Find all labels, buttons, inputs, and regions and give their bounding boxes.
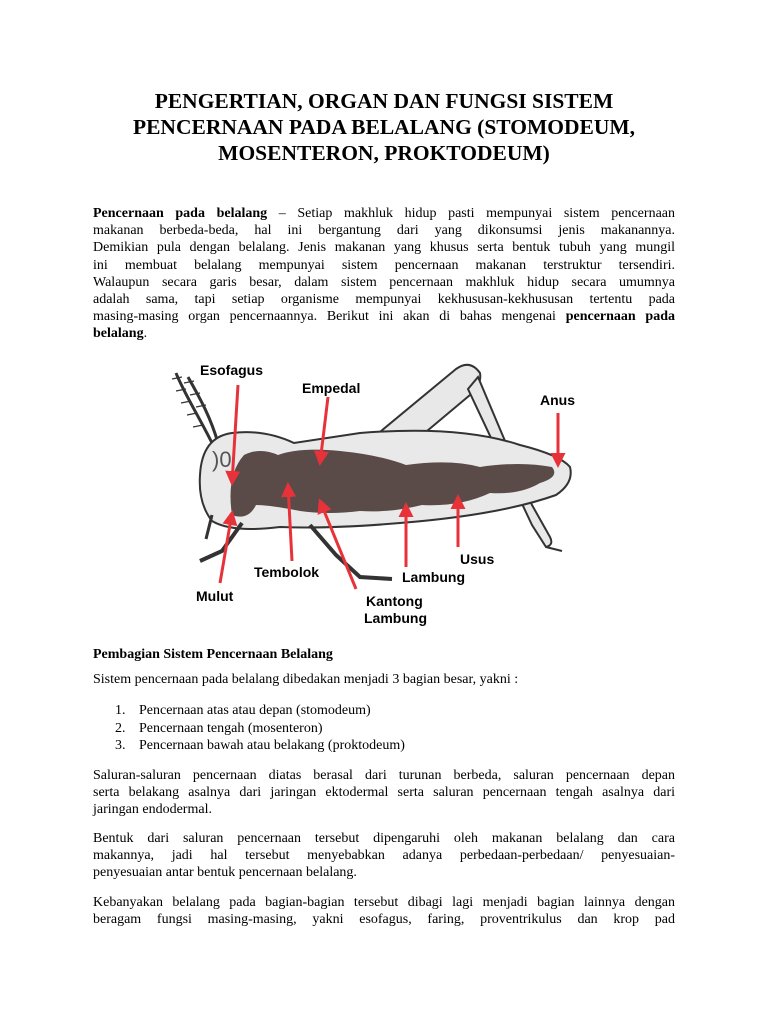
intro-line-8-bold: belalang: [93, 326, 144, 342]
label-tembolok: Tembolok: [254, 564, 320, 580]
intro-paragraph: [93, 205, 675, 343]
paragraph-3: [93, 830, 675, 882]
intro-line-1: [93, 205, 675, 222]
paragraph-4: [93, 894, 675, 928]
label-kantong: Kantong: [366, 593, 423, 609]
title-line-1: PENGERTIAN, ORGAN DAN FUNGSI SISTEM: [154, 89, 614, 113]
title-line-3: MOSENTERON, PROKTODEUM): [218, 141, 550, 165]
para2-line: serta belakang asalnya dari jaringan ektodermal serta saluran pencernaan tengah asalnya dari: [93, 785, 675, 801]
intro-line-7-text: masing-masing organ pencernaannya. Berikut ini akan di bahas mengenai: [93, 309, 566, 325]
intro-line-6: adalah sama, tapi setiap organisme mempunyai kekhususan-kekhususan tertentu pada: [93, 292, 675, 308]
para2-line: jaringan endodermal.: [93, 802, 212, 818]
intro-line-8: [93, 325, 675, 342]
intro-line-8-end: .: [143, 326, 148, 342]
para3-line: penyesuaian antar bentuk pencernaan belalang.: [93, 865, 357, 881]
label-kantong-lambung: Lambung: [364, 610, 427, 626]
label-mulut: Mulut: [196, 588, 234, 604]
antenna: [188, 377, 218, 443]
antenna: [176, 373, 212, 443]
para4-line: Kebanyakan belalang pada bagian-bagian tersebut dibagi lagi menjadi bagian lainnya dengan: [93, 895, 675, 910]
intro-line-7: [93, 308, 675, 325]
list-item: 3. Pencernaan bawah atau belakang (proktodeum): [115, 738, 405, 753]
para3-line: makannya, jadi hal tersebut menyebabkan adanya perbedaan-perbedaan/ penyesuaian-: [93, 848, 675, 864]
section-intro: Sistem pencernaan pada belalang dibedakan menjadi 3 bagian besar, yakni :: [93, 672, 519, 687]
para3-line: Bentuk dari saluran pencernaan tersebut dipengaruhi oleh makanan belalang dan cara: [93, 831, 675, 846]
label-usus: Usus: [460, 551, 495, 567]
intro-lead-rest: – Setiap makhluk hidup pasti mempunyai sistem pencernaan: [267, 206, 675, 221]
para4-line: beragam fungsi masing-masing, yakni esofagus, faring, proventrikulus dan krop pad: [93, 912, 675, 928]
para2-line: Saluran-saluran pencernaan diatas berasal dari turunan berbeda, saluran pencernaan depan: [93, 768, 675, 783]
parts-list: [115, 702, 405, 755]
intro-line-4: ini membuat belalang mempunyai sistem pencernaan makanan terstruktur tersendiri.: [93, 257, 675, 273]
label-esofagus: Esofagus: [200, 362, 264, 378]
list-item: 2. Pencernaan tengah (mosenteron): [115, 720, 323, 736]
middle-leg: [310, 525, 392, 579]
label-anus: Anus: [540, 392, 575, 408]
front-leg: [200, 523, 242, 561]
intro-lead-bold: Pencernaan pada belalang: [93, 206, 268, 221]
svg-text:)0: )0: [212, 447, 232, 472]
title-line-2: PENCERNAAN PADA BELALANG (STOMODEUM,: [132, 115, 636, 139]
intro-line-7-bold: pencernaan pada: [565, 309, 676, 325]
intro-line-5: Walaupun secara garis besar, dalam sistem pencernaan makhluk hidup secara umumnya: [93, 274, 675, 290]
paragraph-2: [93, 767, 675, 819]
section-heading: Pembagian Sistem Pencernaan Belalang: [93, 647, 333, 662]
list-item: 1. Pencernaan atas atau depan (stomodeum): [115, 703, 371, 718]
label-empedal: Empedal: [302, 380, 361, 396]
label-lambung: Lambung: [402, 569, 465, 585]
intro-line-3: Demikian pula dengan belalang. Jenis makanan yang khusus serta bentuk tubuh yang mungil: [93, 240, 675, 256]
grasshopper-diagram: [160, 355, 620, 630]
intro-line-2: makanan berbeda-beda, hal ini bergantung dari yang dikonsumsi jenis makanannya.: [93, 223, 675, 239]
page-title: [92, 88, 676, 166]
